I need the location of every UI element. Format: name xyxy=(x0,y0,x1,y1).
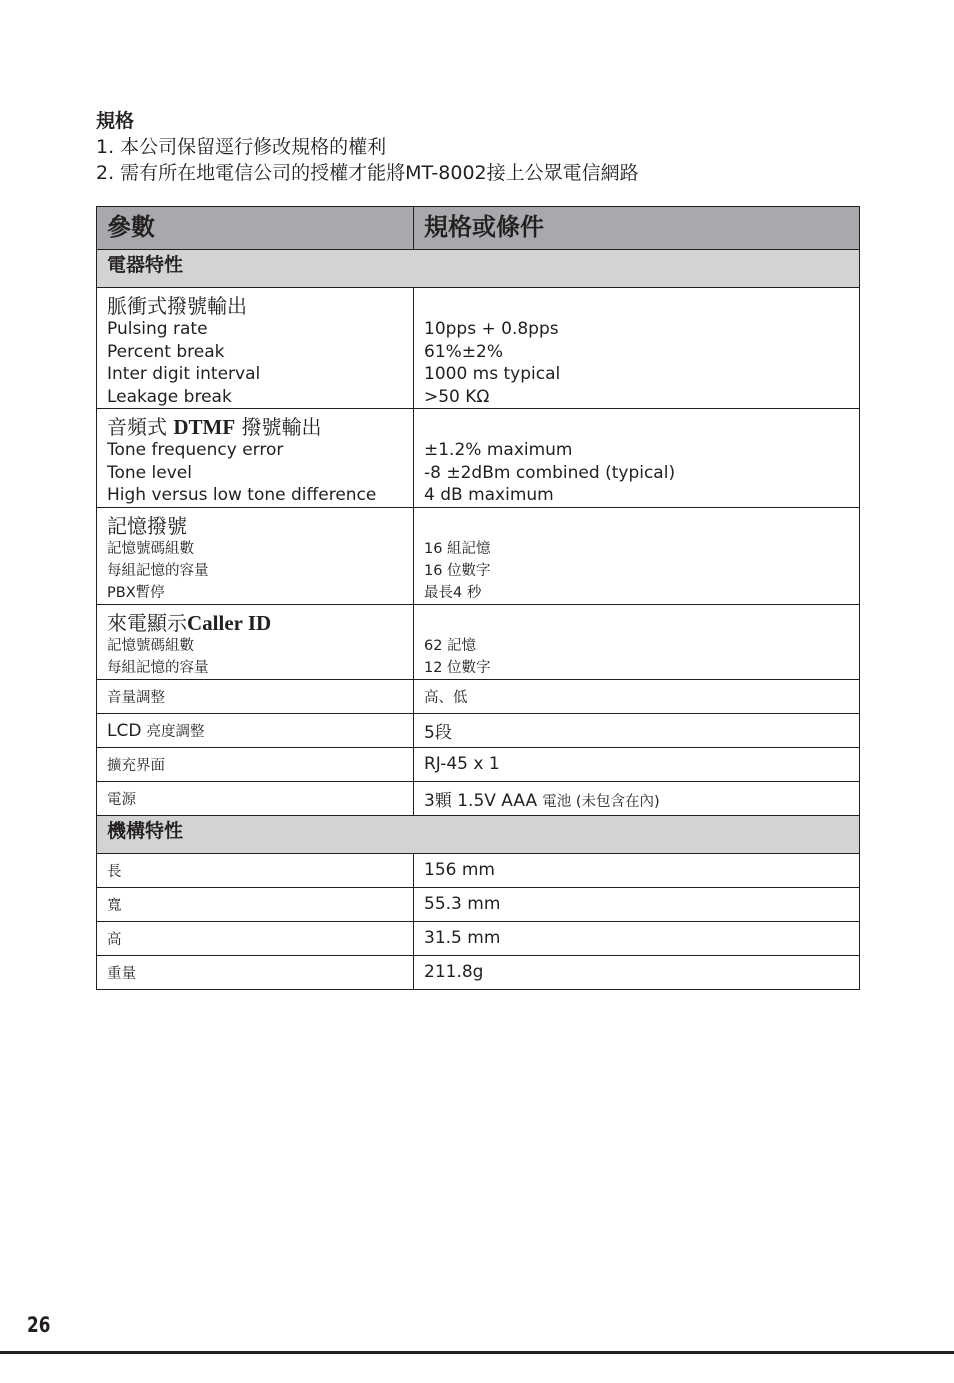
mech-value-length: 156 mm xyxy=(414,853,860,887)
bottom-rule xyxy=(0,1351,954,1354)
header-param: 參數 xyxy=(97,207,414,250)
interface-value: RJ-45 x 1 xyxy=(414,747,860,781)
mech-param-height: 高 xyxy=(97,921,414,955)
intro-block xyxy=(96,108,639,186)
table-row-pulse xyxy=(97,288,860,409)
callerid-value: 12 位數字 xyxy=(424,659,491,676)
mech-param-length: 長 xyxy=(97,853,414,887)
mech-param-weight: 重量 xyxy=(97,955,414,989)
mech-value-weight: 211.8g xyxy=(414,955,860,989)
table-row-callerid xyxy=(97,604,860,679)
dtmf-title xyxy=(107,415,403,439)
lcd-param-zh: 亮度調整 xyxy=(146,723,205,740)
table-header-row xyxy=(97,207,860,250)
memory-value: 最長4 秒 xyxy=(424,584,482,601)
power-value-cell xyxy=(414,781,860,815)
intro-line-2: 2. 需有所在地電信公司的授權才能將MT-8002接上公眾電信網路 xyxy=(96,162,639,184)
callerid-params-cell xyxy=(97,604,414,679)
section-row-electrical xyxy=(97,250,860,288)
section-row-mechanical xyxy=(97,815,860,853)
dtmf-param: Tone frequency error xyxy=(107,440,284,460)
memory-title: 記憶撥號 xyxy=(107,513,187,538)
pulse-title: 脈衝式撥號輸出 xyxy=(107,294,247,318)
callerid-values-cell xyxy=(414,604,860,679)
pulse-param: Pulsing rate xyxy=(107,319,208,339)
intro-line-1: 1. 本公司保留逕行修改規格的權利 xyxy=(96,136,387,158)
dtmf-param: High versus low tone difference xyxy=(107,485,377,505)
spec-heading: 規格 xyxy=(96,110,135,132)
table-row xyxy=(97,955,860,989)
dtmf-values-cell xyxy=(414,409,860,508)
header-spec: 規格或條件 xyxy=(414,207,860,250)
section-electrical: 電器特性 xyxy=(97,250,860,288)
volume-value: 高、低 xyxy=(414,679,860,713)
memory-params-cell xyxy=(97,507,414,604)
volume-param: 音量調整 xyxy=(97,679,414,713)
table-row-memory xyxy=(97,507,860,604)
dtmf-value: ±1.2% maximum xyxy=(424,440,573,460)
table-row-power xyxy=(97,781,860,815)
pulse-values-cell xyxy=(414,288,860,409)
dtmf-params-cell xyxy=(97,409,414,508)
pulse-params-cell xyxy=(97,288,414,409)
memory-param: 每組記憶的容量 xyxy=(107,562,209,579)
callerid-param: 每組記憶的容量 xyxy=(107,659,209,676)
power-value-b: 電池 (未包含在內) xyxy=(542,793,660,810)
callerid-value: 62 記憶 xyxy=(424,637,477,654)
dtmf-value: -8 ±2dBm combined (typical) xyxy=(424,462,676,483)
table-row xyxy=(97,853,860,887)
memory-param: PBX暫停 xyxy=(107,584,165,601)
spec-table xyxy=(96,206,860,990)
callerid-param: 記憶號碼組數 xyxy=(107,637,194,654)
pulse-param: Percent break xyxy=(107,341,225,362)
dtmf-title-zh: 音頻式 xyxy=(107,415,167,439)
pulse-value: 10pps + 0.8pps xyxy=(424,319,559,339)
table-row xyxy=(97,887,860,921)
memory-value: 16 組記憶 xyxy=(424,540,491,557)
lcd-param-cell xyxy=(97,713,414,747)
dtmf-title-en: DTMF xyxy=(173,415,236,439)
memory-param: 記憶號碼組數 xyxy=(107,540,194,557)
page-number: 26 xyxy=(27,1313,51,1337)
memory-values-cell xyxy=(414,507,860,604)
memory-value: 16 位數字 xyxy=(424,562,491,579)
pulse-param: Leakage break xyxy=(107,386,232,407)
section-mechanical: 機構特性 xyxy=(97,815,860,853)
lcd-value: 5段 xyxy=(414,713,860,747)
power-param: 電源 xyxy=(97,781,414,815)
mech-param-width: 寬 xyxy=(97,887,414,921)
pulse-value: 1000 ms typical xyxy=(424,364,561,384)
pulse-value: >50 KΩ xyxy=(424,386,490,407)
lcd-param-en: LCD xyxy=(107,720,142,741)
power-value-a: 3顆 1.5V AAA xyxy=(424,790,538,811)
pulse-param: Inter digit interval xyxy=(107,364,261,384)
table-row-lcd xyxy=(97,713,860,747)
callerid-title xyxy=(107,611,403,635)
dtmf-param: Tone level xyxy=(107,462,192,483)
mech-value-height: 31.5 mm xyxy=(414,921,860,955)
pulse-value: 61%±2% xyxy=(424,341,503,362)
table-row-dtmf xyxy=(97,409,860,508)
table-row-volume xyxy=(97,679,860,713)
dtmf-value: 4 dB maximum xyxy=(424,485,554,505)
dtmf-title-zh2: 撥號輸出 xyxy=(241,415,322,439)
callerid-title-zh: 來電顯示 xyxy=(107,610,187,635)
table-row-interface xyxy=(97,747,860,781)
callerid-title-en: Caller ID xyxy=(187,610,272,635)
mech-value-width: 55.3 mm xyxy=(414,887,860,921)
table-row xyxy=(97,921,860,955)
interface-param: 擴充界面 xyxy=(97,747,414,781)
